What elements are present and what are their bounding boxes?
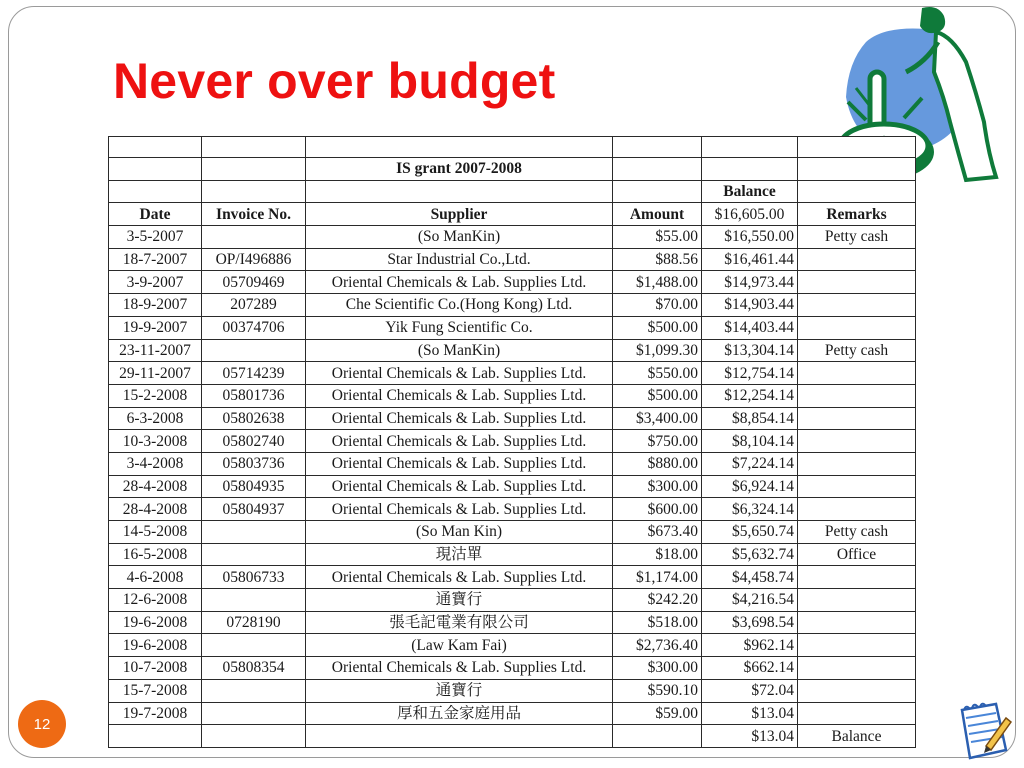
cell-invoice: 207289	[202, 294, 306, 317]
cell-remarks: Petty cash	[798, 226, 916, 249]
table-row	[109, 339, 916, 362]
cell-remarks	[798, 657, 916, 680]
table-row	[109, 679, 916, 702]
cell-remarks	[798, 498, 916, 521]
cell-amount: $18.00	[613, 543, 702, 566]
cell-invoice: 05801736	[202, 384, 306, 407]
cell-date: 15-2-2008	[109, 384, 202, 407]
cell-supplier: Star Industrial Co.,Ltd.	[306, 248, 613, 271]
cell-remarks	[798, 362, 916, 385]
cell-invoice: 05802740	[202, 430, 306, 453]
table-row	[109, 611, 916, 634]
cell-supplier: Oriental Chemicals & Lab. Supplies Ltd.	[306, 407, 613, 430]
cell-amount: $518.00	[613, 611, 702, 634]
table-row	[109, 475, 916, 498]
ledger-table	[108, 136, 916, 748]
cell-date: 3-9-2007	[109, 271, 202, 294]
cell-remarks: Petty cash	[798, 521, 916, 544]
cell-remarks	[798, 679, 916, 702]
cell-remarks	[798, 430, 916, 453]
table-row	[109, 498, 916, 521]
cell-invoice	[202, 589, 306, 612]
cell-supplier: Oriental Chemicals & Lab. Supplies Ltd.	[306, 475, 613, 498]
cell-invoice: 05804937	[202, 498, 306, 521]
cell-invoice	[202, 543, 306, 566]
cell-date: 15-7-2008	[109, 679, 202, 702]
cell-remarks: Office	[798, 543, 916, 566]
table-row	[109, 452, 916, 475]
cell-date: 19-6-2008	[109, 634, 202, 657]
cell-balance: $7,224.14	[702, 452, 798, 475]
cell-invoice	[202, 226, 306, 249]
table-row	[109, 589, 916, 612]
table-row	[109, 294, 916, 317]
cell-amount: $3,400.00	[613, 407, 702, 430]
cell-amount: $673.40	[613, 521, 702, 544]
cell-remarks	[798, 294, 916, 317]
cell-supplier: Yik Fung Scientific Co.	[306, 316, 613, 339]
ledger-top-blank-row	[109, 137, 916, 158]
page-number-badge: 12	[18, 700, 66, 748]
cell-remarks	[798, 702, 916, 725]
header-remarks: Remarks	[798, 203, 916, 226]
cell-balance: $16,550.00	[702, 226, 798, 249]
grant-title: IS grant 2007-2008	[306, 158, 613, 181]
cell-date: 6-3-2008	[109, 407, 202, 430]
ledger-header-row	[109, 203, 916, 226]
cell-supplier: Oriental Chemicals & Lab. Supplies Ltd.	[306, 498, 613, 521]
header-date: Date	[109, 203, 202, 226]
cell-date: 23-11-2007	[109, 339, 202, 362]
cell-balance: $6,324.14	[702, 498, 798, 521]
cell-invoice: 05803736	[202, 452, 306, 475]
cell-remarks	[798, 271, 916, 294]
opening-balance: $16,605.00	[702, 203, 798, 226]
cell-balance: $8,104.14	[702, 430, 798, 453]
cell-supplier: Oriental Chemicals & Lab. Supplies Ltd.	[306, 452, 613, 475]
cell-balance: $16,461.44	[702, 248, 798, 271]
cell-supplier: Oriental Chemicals & Lab. Supplies Ltd.	[306, 657, 613, 680]
cell-date: 18-7-2007	[109, 248, 202, 271]
cell-amount: $1,099.30	[613, 339, 702, 362]
table-row	[109, 316, 916, 339]
cell-balance: $13,304.14	[702, 339, 798, 362]
cell-remarks: Petty cash	[798, 339, 916, 362]
cell-balance: $4,216.54	[702, 589, 798, 612]
cell-balance: $14,903.44	[702, 294, 798, 317]
cell-supplier: (So Man Kin)	[306, 521, 613, 544]
table-row	[109, 271, 916, 294]
table-row	[109, 543, 916, 566]
header-amount: Amount	[613, 203, 702, 226]
cell-balance: $72.04	[702, 679, 798, 702]
table-row	[109, 702, 916, 725]
closing-remarks: Balance	[798, 725, 916, 748]
cell-amount: $550.00	[613, 362, 702, 385]
ledger-grant-row	[109, 158, 916, 181]
cell-supplier: (So ManKin)	[306, 226, 613, 249]
cell-date: 19-7-2008	[109, 702, 202, 725]
cell-remarks	[798, 407, 916, 430]
cell-amount: $59.00	[613, 702, 702, 725]
cell-date: 14-5-2008	[109, 521, 202, 544]
cell-date: 3-4-2008	[109, 452, 202, 475]
table-row	[109, 566, 916, 589]
cell-invoice	[202, 339, 306, 362]
cell-amount: $600.00	[613, 498, 702, 521]
cell-remarks	[798, 611, 916, 634]
table-row	[109, 521, 916, 544]
cell-remarks	[798, 384, 916, 407]
cell-balance: $662.14	[702, 657, 798, 680]
cell-supplier: 通寶行	[306, 589, 613, 612]
cell-balance: $5,632.74	[702, 543, 798, 566]
cell-balance: $12,254.14	[702, 384, 798, 407]
cell-invoice: 05806733	[202, 566, 306, 589]
cell-date: 29-11-2007	[109, 362, 202, 385]
cell-amount: $55.00	[613, 226, 702, 249]
table-row	[109, 248, 916, 271]
cell-balance: $6,924.14	[702, 475, 798, 498]
cell-balance: $5,650.74	[702, 521, 798, 544]
cell-amount: $300.00	[613, 475, 702, 498]
cell-date: 19-9-2007	[109, 316, 202, 339]
cell-supplier: Che Scientific Co.(Hong Kong) Ltd.	[306, 294, 613, 317]
cell-invoice: 05714239	[202, 362, 306, 385]
cell-date: 10-7-2008	[109, 657, 202, 680]
header-supplier: Supplier	[306, 203, 613, 226]
table-row	[109, 384, 916, 407]
cell-balance: $4,458.74	[702, 566, 798, 589]
cell-invoice	[202, 521, 306, 544]
cell-amount: $300.00	[613, 657, 702, 680]
scanned-ledger	[108, 136, 915, 756]
cell-balance: $962.14	[702, 634, 798, 657]
cell-supplier: Oriental Chemicals & Lab. Supplies Ltd.	[306, 271, 613, 294]
cell-supplier: (So ManKin)	[306, 339, 613, 362]
cell-invoice	[202, 702, 306, 725]
header-invoice: Invoice No.	[202, 203, 306, 226]
cell-amount: $590.10	[613, 679, 702, 702]
cell-invoice: 05709469	[202, 271, 306, 294]
cell-balance: $14,973.44	[702, 271, 798, 294]
cell-balance: $14,403.44	[702, 316, 798, 339]
cell-amount: $1,488.00	[613, 271, 702, 294]
table-row	[109, 362, 916, 385]
cell-supplier: (Law Kam Fai)	[306, 634, 613, 657]
cell-remarks	[798, 634, 916, 657]
cell-amount: $500.00	[613, 316, 702, 339]
cell-supplier: 張毛記電業有限公司	[306, 611, 613, 634]
cell-date: 10-3-2008	[109, 430, 202, 453]
cell-balance: $13.04	[702, 702, 798, 725]
cell-supplier: Oriental Chemicals & Lab. Supplies Ltd.	[306, 430, 613, 453]
cell-date: 19-6-2008	[109, 611, 202, 634]
cell-supplier: 通寶行	[306, 679, 613, 702]
cell-remarks	[798, 316, 916, 339]
table-row	[109, 657, 916, 680]
cell-date: 18-9-2007	[109, 294, 202, 317]
notepad-pencil-clipart	[956, 700, 1012, 762]
cell-invoice	[202, 634, 306, 657]
slide-title: Never over budget	[113, 53, 556, 109]
cell-invoice: 05802638	[202, 407, 306, 430]
cell-supplier: Oriental Chemicals & Lab. Supplies Ltd.	[306, 362, 613, 385]
cell-supplier: Oriental Chemicals & Lab. Supplies Ltd.	[306, 384, 613, 407]
cell-amount: $2,736.40	[613, 634, 702, 657]
cell-invoice	[202, 679, 306, 702]
cell-balance: $3,698.54	[702, 611, 798, 634]
ledger-balance-label-row	[109, 180, 916, 203]
cell-invoice: OP/I496886	[202, 248, 306, 271]
cell-date: 16-5-2008	[109, 543, 202, 566]
cell-amount: $242.20	[613, 589, 702, 612]
cell-remarks	[798, 248, 916, 271]
cell-date: 28-4-2008	[109, 475, 202, 498]
cell-supplier: 現沽單	[306, 543, 613, 566]
balance-label: Balance	[702, 180, 798, 203]
cell-amount: $750.00	[613, 430, 702, 453]
cell-invoice: 05808354	[202, 657, 306, 680]
cell-date: 12-6-2008	[109, 589, 202, 612]
cell-invoice: 0728190	[202, 611, 306, 634]
table-row	[109, 634, 916, 657]
cell-date: 3-5-2007	[109, 226, 202, 249]
cell-amount: $88.56	[613, 248, 702, 271]
table-row	[109, 407, 916, 430]
cell-amount: $500.00	[613, 384, 702, 407]
cell-remarks	[798, 475, 916, 498]
cell-invoice: 00374706	[202, 316, 306, 339]
ledger-closing-row	[109, 725, 916, 748]
table-row	[109, 430, 916, 453]
cell-date: 4-6-2008	[109, 566, 202, 589]
cell-supplier: Oriental Chemicals & Lab. Supplies Ltd.	[306, 566, 613, 589]
cell-remarks	[798, 589, 916, 612]
cell-balance: $8,854.14	[702, 407, 798, 430]
closing-balance: $13.04	[702, 725, 798, 748]
table-row	[109, 226, 916, 249]
cell-invoice: 05804935	[202, 475, 306, 498]
cell-amount: $880.00	[613, 452, 702, 475]
cell-remarks	[798, 452, 916, 475]
cell-supplier: 厚和五金家庭用品	[306, 702, 613, 725]
cell-amount: $1,174.00	[613, 566, 702, 589]
cell-remarks	[798, 566, 916, 589]
cell-balance: $12,754.14	[702, 362, 798, 385]
cell-amount: $70.00	[613, 294, 702, 317]
cell-date: 28-4-2008	[109, 498, 202, 521]
